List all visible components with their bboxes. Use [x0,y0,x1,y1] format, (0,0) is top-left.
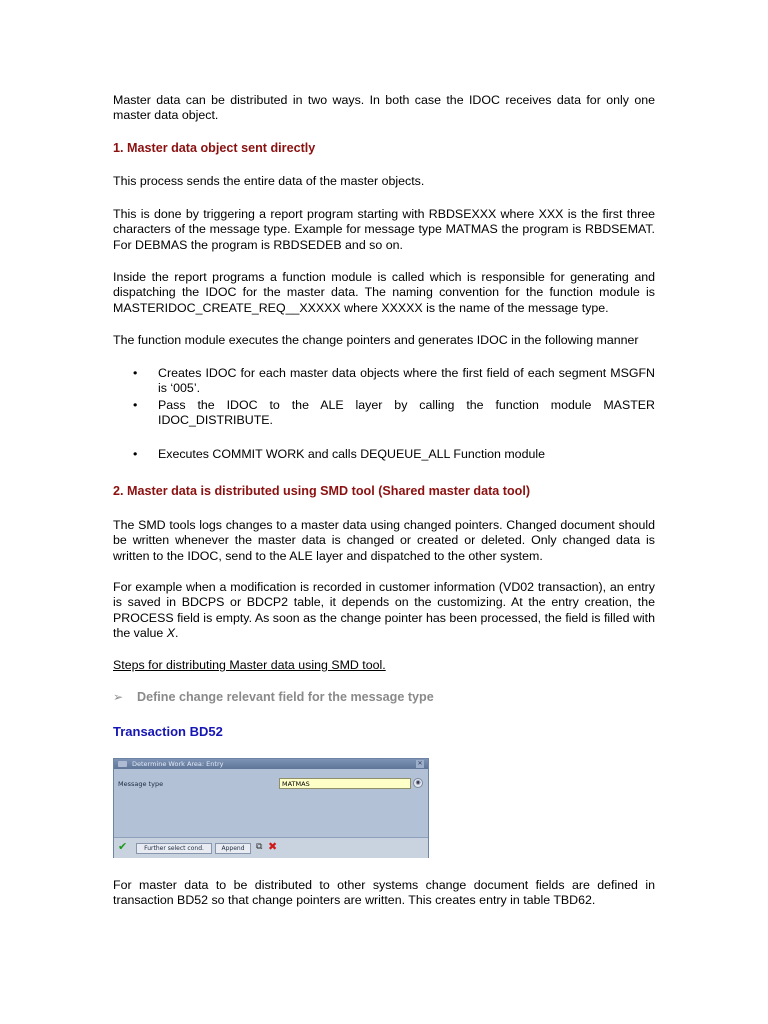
list-item-text: Creates IDOC for each master data objects where the first field of each segment MSGFN is ‘005’. [158,366,655,396]
close-icon[interactable]: ✕ [417,760,423,767]
sap-window-title: Determine Work Area: Entry [132,760,224,768]
transaction-heading: Transaction BD52 [113,724,223,739]
copy-icon[interactable]: ⧉ [256,842,263,852]
para2-text: For example when a modification is recorded in customer information (VD02 transaction), an entry is saved in BDCPS or BDCP2 table, it depends on the customizing. At the entry creation, the PROCESS field is empty. As soon as the change pointer has been processed, the field is filled with the value [113,580,655,640]
sap-button-bar [114,837,428,858]
check-icon[interactable]: ✔ [118,840,128,853]
process-value: X [166,625,175,640]
further-select-cond-button[interactable]: Further select cond. [136,843,212,854]
bullet-icon: • [133,447,138,461]
append-button[interactable]: Append [215,843,251,854]
section2-paragraph-1: The SMD tools logs changes to a master data using changed pointers. Changed document should be written whenever the master data is changed or created or deleted. Only changed data is written to the IDOC, send to the ALE layer and dispatched to the other system. [113,518,655,563]
closing-paragraph: For master data to be distributed to other systems change document fields are defined in transaction BD52 so that change pointers are written. This creates entry in table TBD62. [113,878,655,908]
cancel-icon[interactable]: ✖ [268,840,278,853]
arrow-bullet-icon: ➢ [113,690,124,704]
bullet-icon: • [133,398,138,412]
list-item-text: Executes COMMIT WORK and calls DEQUEUE_ALL Function module [158,447,546,461]
value-help-icon[interactable]: ◉ [413,778,423,788]
para2-end: . [175,625,179,640]
step-1-heading: Define change relevant field for the message type [137,690,434,704]
list-item-text: Pass the IDOC to the ALE layer by calling the function module MASTER IDOC_DISTRIBUTE. [158,398,655,428]
bullet-icon: • [133,366,138,380]
message-type-label: Message type [118,780,164,788]
section1-paragraph-2: This is done by triggering a report program starting with RBDSEXXX where XXX is the first three characters of the message type. Example for message type MATMAS the program is RBDSEMAT. For DEBMAS the program is RBDSEDEB and so on. [113,207,655,252]
section1-paragraph-3: Inside the report programs a function module is called which is responsible for generating and dispatching the IDOC for the master data. The naming convention for the function module is MASTERIDOC_CREATE_REQ__XXXXX where XXXXX is the name of the message type. [113,270,655,315]
sap-form-area [114,769,428,837]
steps-title: Steps for distributing Master data using SMD tool. [113,658,386,672]
section2-paragraph-2 [113,580,655,641]
sap-window-titlebar [114,759,428,769]
section2-heading: 2. Master data is distributed using SMD tool (Shared master data tool) [113,484,531,498]
sap-screenshot [113,758,429,858]
window-icon [118,761,127,767]
section1-paragraph-4: The function module executes the change pointers and generates IDOC in the following manner [113,333,639,347]
section1-heading: 1. Master data object sent directly [113,141,316,155]
intro-paragraph: Master data can be distributed in two ways. In both case the IDOC receives data for only one master data object. [113,93,655,123]
section1-paragraph-1: This process sends the entire data of the master objects. [113,174,425,188]
message-type-input[interactable]: MATMAS [279,778,411,789]
